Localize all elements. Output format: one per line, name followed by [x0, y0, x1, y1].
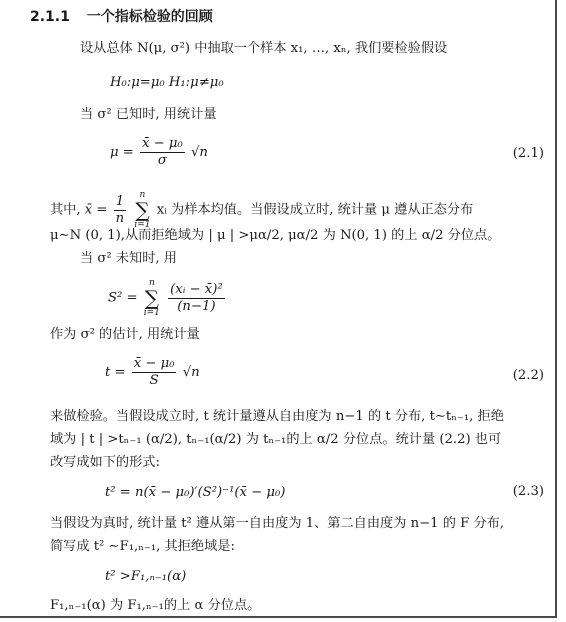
- paragraph-4: μ∼N (0, 1),从而拒绝域为 | μ | >μα/2, μα/2 为 N(0, 1) 的上 α/2 分位点。: [50, 228, 501, 243]
- p3-frac-den: n: [115, 210, 125, 226]
- p3-fraction: [114, 194, 127, 227]
- paragraph-5: 当 σ² 未知时, 用: [80, 251, 177, 266]
- s2-denominator: (n−1): [177, 298, 216, 314]
- s2-sum-top: n: [148, 278, 155, 288]
- section-number: 2.1.1: [30, 9, 70, 25]
- paragraph-7: 来做检验。当假设成立时, t 统计量遵从自由度为 n−1 的 t 分布, t∼tₙ₋₁, 拒绝: [50, 409, 504, 424]
- eq1-lhs: μ =: [110, 145, 134, 160]
- s2-numerator: (xᵢ − x̄)²: [170, 281, 223, 297]
- p3-rest: xᵢ 为样本均值。当假设成立时, 统计量 μ 遵从正态分布: [156, 202, 474, 218]
- paragraph-10: 当假设为真时, 统计量 t² 遵从第一自由度为 1、第二自由度为 n−1 的 F 分布,: [50, 516, 505, 531]
- eq1-fraction: [140, 136, 185, 169]
- s2-sum: n ∑ i=1: [143, 278, 160, 318]
- p3-sum: n ∑ i=1: [134, 190, 151, 230]
- section-title: 一个指标检验的回顾: [86, 9, 213, 25]
- paragraph-1: 设从总体 N(μ, σ²) 中抽取一个样本 x₁, …, xₙ, 我们要检验假设: [80, 41, 448, 56]
- paragraph-8: 域为 | t | >tₙ₋₁ (α/2), tₙ₋₁(α/2) 为 tₙ₋₁的上 α/2 分位点。统计量 (2.2) 也可: [50, 432, 502, 447]
- hypothesis: H₀:μ=μ₀ H₁:μ≠μ₀: [110, 75, 224, 90]
- eq2-denominator: S: [149, 373, 159, 388]
- equation-2-2: [105, 356, 200, 389]
- p3-sum-bot: i=1: [134, 220, 151, 230]
- p3-sum-top: n: [139, 190, 146, 200]
- paragraph-12: F₁,ₙ₋₁(α) 为 F₁,ₙ₋₁的上 α 分位点。: [50, 598, 261, 613]
- paragraph-2: 当 σ² 已知时, 用统计量: [80, 107, 217, 122]
- equation-number-2-1: (2.1): [512, 146, 544, 161]
- p3-xbar: x̄ =: [84, 202, 108, 218]
- paragraph-6: 作为 σ² 的估计, 用统计量: [50, 327, 200, 342]
- paragraph-3: [50, 190, 473, 230]
- equation-2-1: [110, 136, 208, 169]
- s2-fraction: [168, 282, 225, 315]
- eq2-fraction: [132, 356, 177, 389]
- paragraph-11: 简写成 t² ∼F₁,ₙ₋₁, 其拒绝域是:: [50, 539, 235, 554]
- section-heading: [30, 8, 213, 26]
- equation-number-2-2: (2.2): [512, 368, 544, 383]
- eq2-lhs: t =: [105, 365, 126, 380]
- p3-lead: 其中,: [50, 202, 81, 218]
- eq1-denominator: σ: [157, 153, 167, 168]
- equation-number-2-3: (2.3): [512, 484, 544, 499]
- equation-2-3: t² = n(x̄ − μ₀)′(S²)⁻¹(x̄ − μ₀): [105, 485, 286, 500]
- eq1-sqrt: √n: [190, 145, 208, 160]
- eq2-sqrt: √n: [182, 365, 200, 380]
- eq2-numerator: x̄ − μ₀: [133, 356, 175, 371]
- s2-lhs: S² =: [108, 290, 138, 306]
- equation-rejection-region: t² >F₁,ₙ₋₁(α): [105, 569, 187, 584]
- paragraph-9: 改写成如下的形式:: [50, 455, 160, 470]
- equation-s2: [108, 278, 227, 318]
- s2-sum-bot: i=1: [143, 308, 160, 318]
- eq1-numerator: x̄ − μ₀: [142, 136, 183, 151]
- p3-frac-num: 1: [114, 194, 127, 211]
